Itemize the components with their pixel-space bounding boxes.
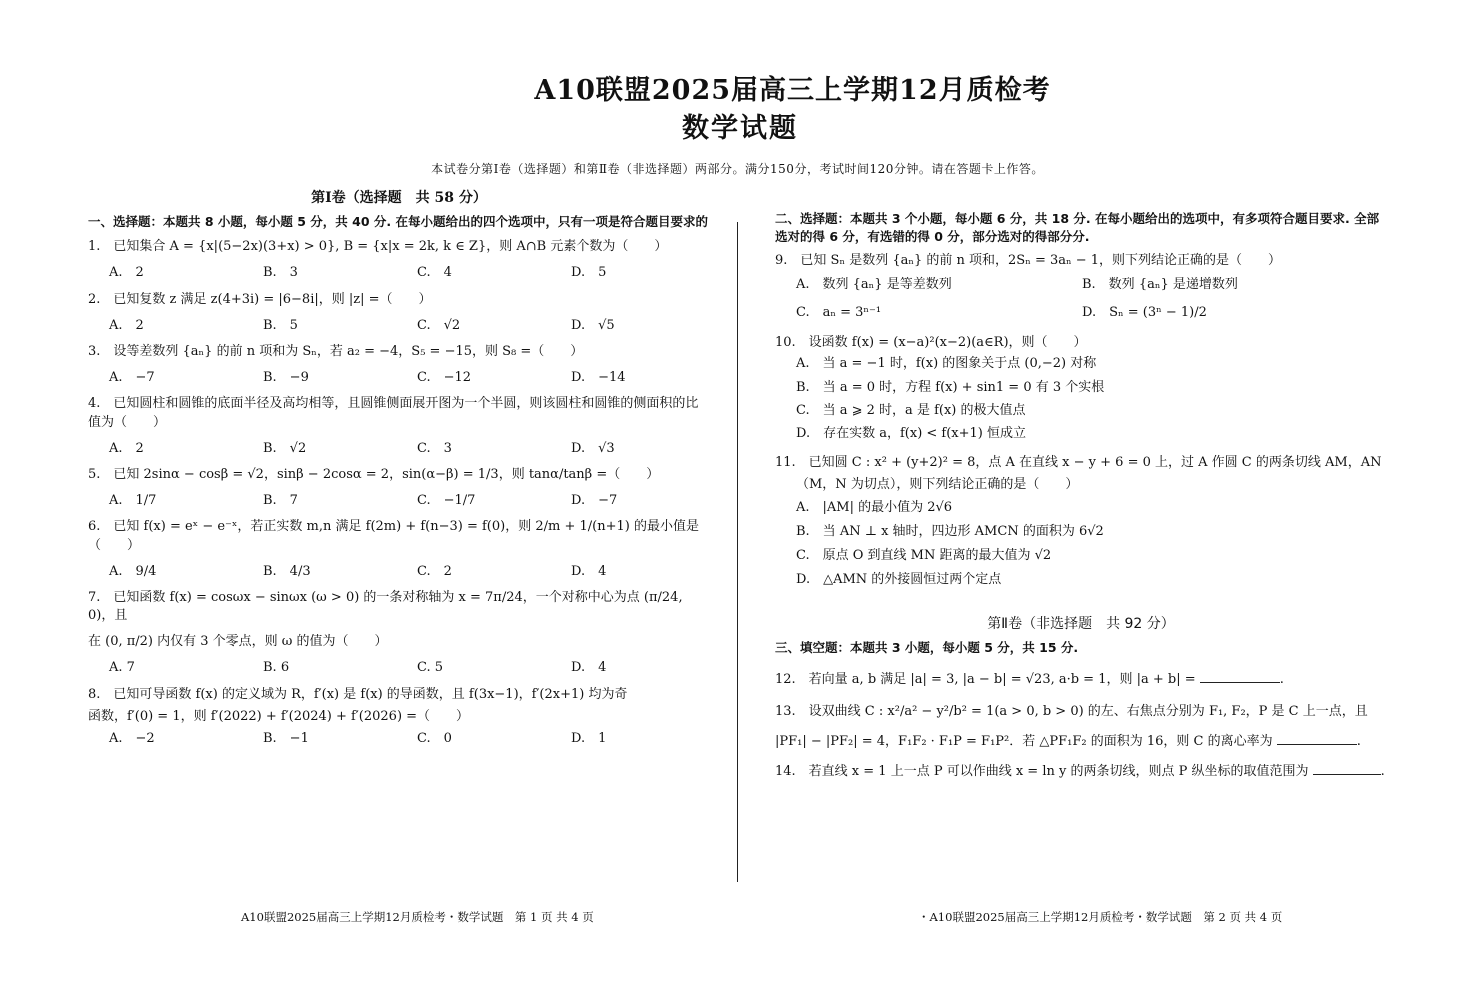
answer-blank[interactable] (1313, 763, 1381, 775)
option-a: A. 2 (109, 440, 144, 456)
question-1 (88, 238, 710, 282)
question-8 (88, 686, 710, 749)
option-c: C. 3 (417, 440, 452, 456)
option-a: A. 数列 {aₙ} 是等差数列 (796, 276, 952, 292)
part2-heading: 第Ⅱ卷（非选择题 共 92 分） (987, 616, 1175, 633)
answer-blank[interactable] (1200, 671, 1280, 683)
question-stem: 13. 设双曲线 C : x²/a² − y²/b² = 1(a > 0, b > 0) 的左、右焦点分别为 F₁, F₂，P 是 C 上一点，且 (775, 703, 1368, 719)
option-c: C. −1/7 (417, 493, 476, 509)
option-a: A. 1/7 (109, 493, 157, 509)
option-c: C. 原点 O 到直线 MN 距离的最大值为 √2 (796, 548, 1052, 564)
option-c: C. √2 (417, 317, 461, 333)
option-a: A. |AM| 的最小值为 2√6 (796, 500, 953, 516)
question-13: 13. 设双曲线 C : x²/a² − y²/b² = 1(a > 0, b > 0) 的左、右焦点分别为 F₁, F₂，P 是 C 上一点，且 |PF₁| − |PF₂| = 4，F₁F₂ · F₁P = F₁P²．若 △PF₁F₂ 的面积为 16，则 C 的离心率为 . (775, 703, 1387, 751)
option-c: C. −12 (417, 370, 472, 386)
question-4 (88, 395, 710, 458)
question-stem: 10. 设函数 f(x) = (x−a)²(x−2)(a∈R)，则（ ） (775, 335, 1087, 351)
option-c: C. 4 (417, 265, 452, 281)
question-stem: 12. 若向量 a, b 满足 |a| = 3, |a − b| = √23, a·b = 1，则 |a + b| = (775, 671, 1196, 687)
option-d: D. 5 (571, 265, 607, 281)
exam-subtitle: 数学试题 (682, 113, 798, 144)
column-divider (737, 222, 738, 882)
part1-heading: 第Ⅰ卷（选择题 共 58 分） (311, 190, 487, 206)
option-b: B. 当 a = 0 时，方程 f(x) + sin1 = 0 有 3 个实根 (796, 379, 1105, 395)
question-12: 12. 若向量 a, b 满足 |a| = 3, |a − b| = √23, a·b = 1，则 |a + b| = . (775, 671, 1284, 687)
option-b: B. 3 (263, 265, 298, 281)
option-a: A. −7 (109, 370, 155, 386)
question-9 (775, 252, 1387, 323)
question-options (109, 264, 710, 282)
footer-left: A10联盟2025届高三上学期12月质检考・数学试题 第 1 页 共 4 页 (241, 910, 594, 924)
question-stem-cont: |PF₁| − |PF₂| = 4，F₁F₂ · F₁P = F₁P²．若 △PF₁F₂ 的面积为 16，则 C 的离心率为 (775, 734, 1273, 749)
question-2 (88, 291, 710, 335)
question-options (796, 276, 1387, 322)
option-a: A. −2 (109, 731, 155, 746)
question-stem: 9. 已知 Sₙ 是数列 {aₙ} 的前 n 项和，2Sₙ = 3aₙ − 1，则下列结论正确的是（ ） (775, 252, 1282, 268)
question-stem: 11. 已知圆 C : x² + (y+2)² = 8，点 A 在直线 x − y + 6 = 0 上，过 A 作圆 C 的两条切线 AM，AN (775, 454, 1382, 470)
question-stem: 3. 设等差数列 {aₙ} 的前 n 项和为 Sₙ，若 a₂ = −4，S₅ = −15，则 S₈ =（ ） (88, 344, 584, 359)
option-d: D. √3 (571, 440, 615, 456)
question-options (109, 369, 710, 387)
option-b: B. √2 (263, 440, 307, 456)
exam-intro: 本试卷分第Ⅰ卷（选择题）和第Ⅱ卷（非选择题）两部分。满分150分，考试时间120分钟。请在答题卡上作答。 (431, 162, 1044, 176)
option-a: A. 2 (109, 265, 144, 281)
question-options (796, 352, 1387, 446)
option-c: C. 0 (417, 731, 452, 746)
question-7 (88, 589, 710, 678)
question-stem: 7. 已知函数 f(x) = cosωx − sinωx (ω > 0) 的一条对称轴为 x = 7π/24，一个对称中心为点 (π/24, 0)，且 (88, 589, 683, 624)
question-options (796, 496, 1387, 592)
option-d: D. △AMN 的外接圆恒过两个定点 (796, 572, 1002, 588)
question-options (109, 659, 710, 677)
option-d: D. 4 (571, 563, 607, 579)
option-a: A. 9/4 (109, 563, 157, 579)
right-column (775, 210, 1387, 781)
option-d: D. 4 (571, 660, 607, 676)
question-5 (88, 466, 710, 510)
section1-instructions: 一、选择题：本题共 8 小题，每小题 5 分，共 40 分. 在每小题给出的四个选项中，只有一项是符合题目要求的 (88, 213, 709, 229)
option-a: A. 7 (109, 660, 135, 676)
option-b: B. 数列 {aₙ} 是递增数列 (1082, 276, 1238, 292)
option-d: D. −7 (571, 493, 618, 509)
question-14: 14. 若直线 x = 1 上一点 P 可以作曲线 x = ln y 的两条切线，则点 P 纵坐标的取值范围为 . (775, 764, 1385, 780)
question-11 (775, 454, 1387, 593)
question-10 (775, 334, 1387, 446)
option-c: C. 2 (417, 563, 452, 579)
option-d: D. √5 (571, 317, 615, 333)
question-options (109, 317, 710, 335)
question-stem: 2. 已知复数 z 满足 z(4+3i) = |6−8i|，则 |z| =（ ） (88, 291, 432, 307)
footer-right: ・A10联盟2025届高三上学期12月质检考・数学试题 第 2 页 共 4 页 (918, 910, 1283, 924)
option-b: B. 当 AN ⊥ x 轴时，四边形 AMCN 的面积为 6√2 (796, 524, 1104, 540)
option-b: B. 4/3 (263, 563, 311, 579)
question-options (109, 492, 710, 510)
option-c: C. 当 a ⩾ 2 时，a 是 f(x) 的极大值点 (796, 403, 1026, 419)
question-options (109, 440, 710, 458)
option-d: D. 1 (571, 731, 607, 746)
question-options (109, 563, 710, 581)
question-stem: 8. 已知可导函数 f(x) 的定义域为 R，f′(x) 是 f(x) 的导函数，且 f(3x−1)，f′(2x+1) 均为奇 (88, 686, 628, 702)
left-column (88, 190, 710, 748)
exam-title: A10联盟2025届高三上学期12月质检考 (534, 75, 1051, 106)
option-b: B. −1 (263, 731, 309, 746)
option-b: B. 6 (263, 660, 290, 676)
section2-instructions: 二、选择题：本题共 3 个小题，每小题 6 分，共 18 分. 在每小题给出的选项中，有多项符合题目要求. 全部选对的得 6 分，有选错的得 0 分，部分选对的得部分分. (775, 211, 1380, 244)
option-c: C. 5 (417, 660, 444, 676)
option-a: A. 当 a = −1 时，f(x) 的图象关于点 (0,−2) 对称 (796, 356, 1097, 372)
question-stem: 1. 已知集合 A = {x|(5−2x)(3+x) > 0}, B = {x|x = 2k, k ∈ Z}，则 A∩B 元素个数为（ ） (88, 239, 668, 255)
question-options (109, 730, 710, 748)
question-stem-cont: （M，N 为切点），则下列结论正确的是（ ） (796, 477, 1079, 492)
option-b: B. −9 (263, 370, 309, 386)
question-3 (88, 343, 710, 387)
option-b: B. 5 (263, 317, 298, 333)
question-stem: 4. 已知圆柱和圆锥的底面半径及高均相等，且圆锥侧面展开图为一个半圆，则该圆柱和圆锥的侧面积的比值为（ ） (88, 396, 699, 430)
question-stem: 5. 已知 2sinα − cosβ = √2，sinβ − 2cosα = 2，sin(α−β) = 1/3，则 tanα/tanβ =（ ） (88, 466, 660, 482)
question-stem-cont: 函数，f′(0) = 1，则 f′(2022) + f′(2024) + f′(2026) =（ ） (88, 708, 470, 724)
option-d: D. Sₙ = (3ⁿ − 1)/2 (1082, 304, 1207, 320)
question-6 (88, 518, 710, 581)
section3-instructions: 三、填空题：本题共 3 小题，每小题 5 分，共 15 分. (775, 639, 1079, 655)
answer-blank[interactable] (1277, 733, 1357, 745)
question-stem: 6. 已知 f(x) = eˣ − e⁻ˣ，若正实数 m,n 满足 f(2m) + f(n−3) = f(0)，则 2/m + 1/(n+1) 的最小值是（ ） (88, 519, 699, 553)
option-d: D. 存在实数 a，f(x) < f(x+1) 恒成立 (796, 426, 1027, 442)
question-stem-cont: 在 (0, π/2) 内仅有 3 个零点，则 ω 的值为（ ） (88, 634, 388, 650)
option-b: B. 7 (263, 493, 298, 509)
option-c: C. aₙ = 3ⁿ⁻¹ (796, 304, 882, 320)
option-d: D. −14 (571, 370, 626, 386)
question-stem: 14. 若直线 x = 1 上一点 P 可以作曲线 x = ln y 的两条切线，则点 P 纵坐标的取值范围为 (775, 764, 1309, 780)
option-a: A. 2 (109, 317, 144, 333)
